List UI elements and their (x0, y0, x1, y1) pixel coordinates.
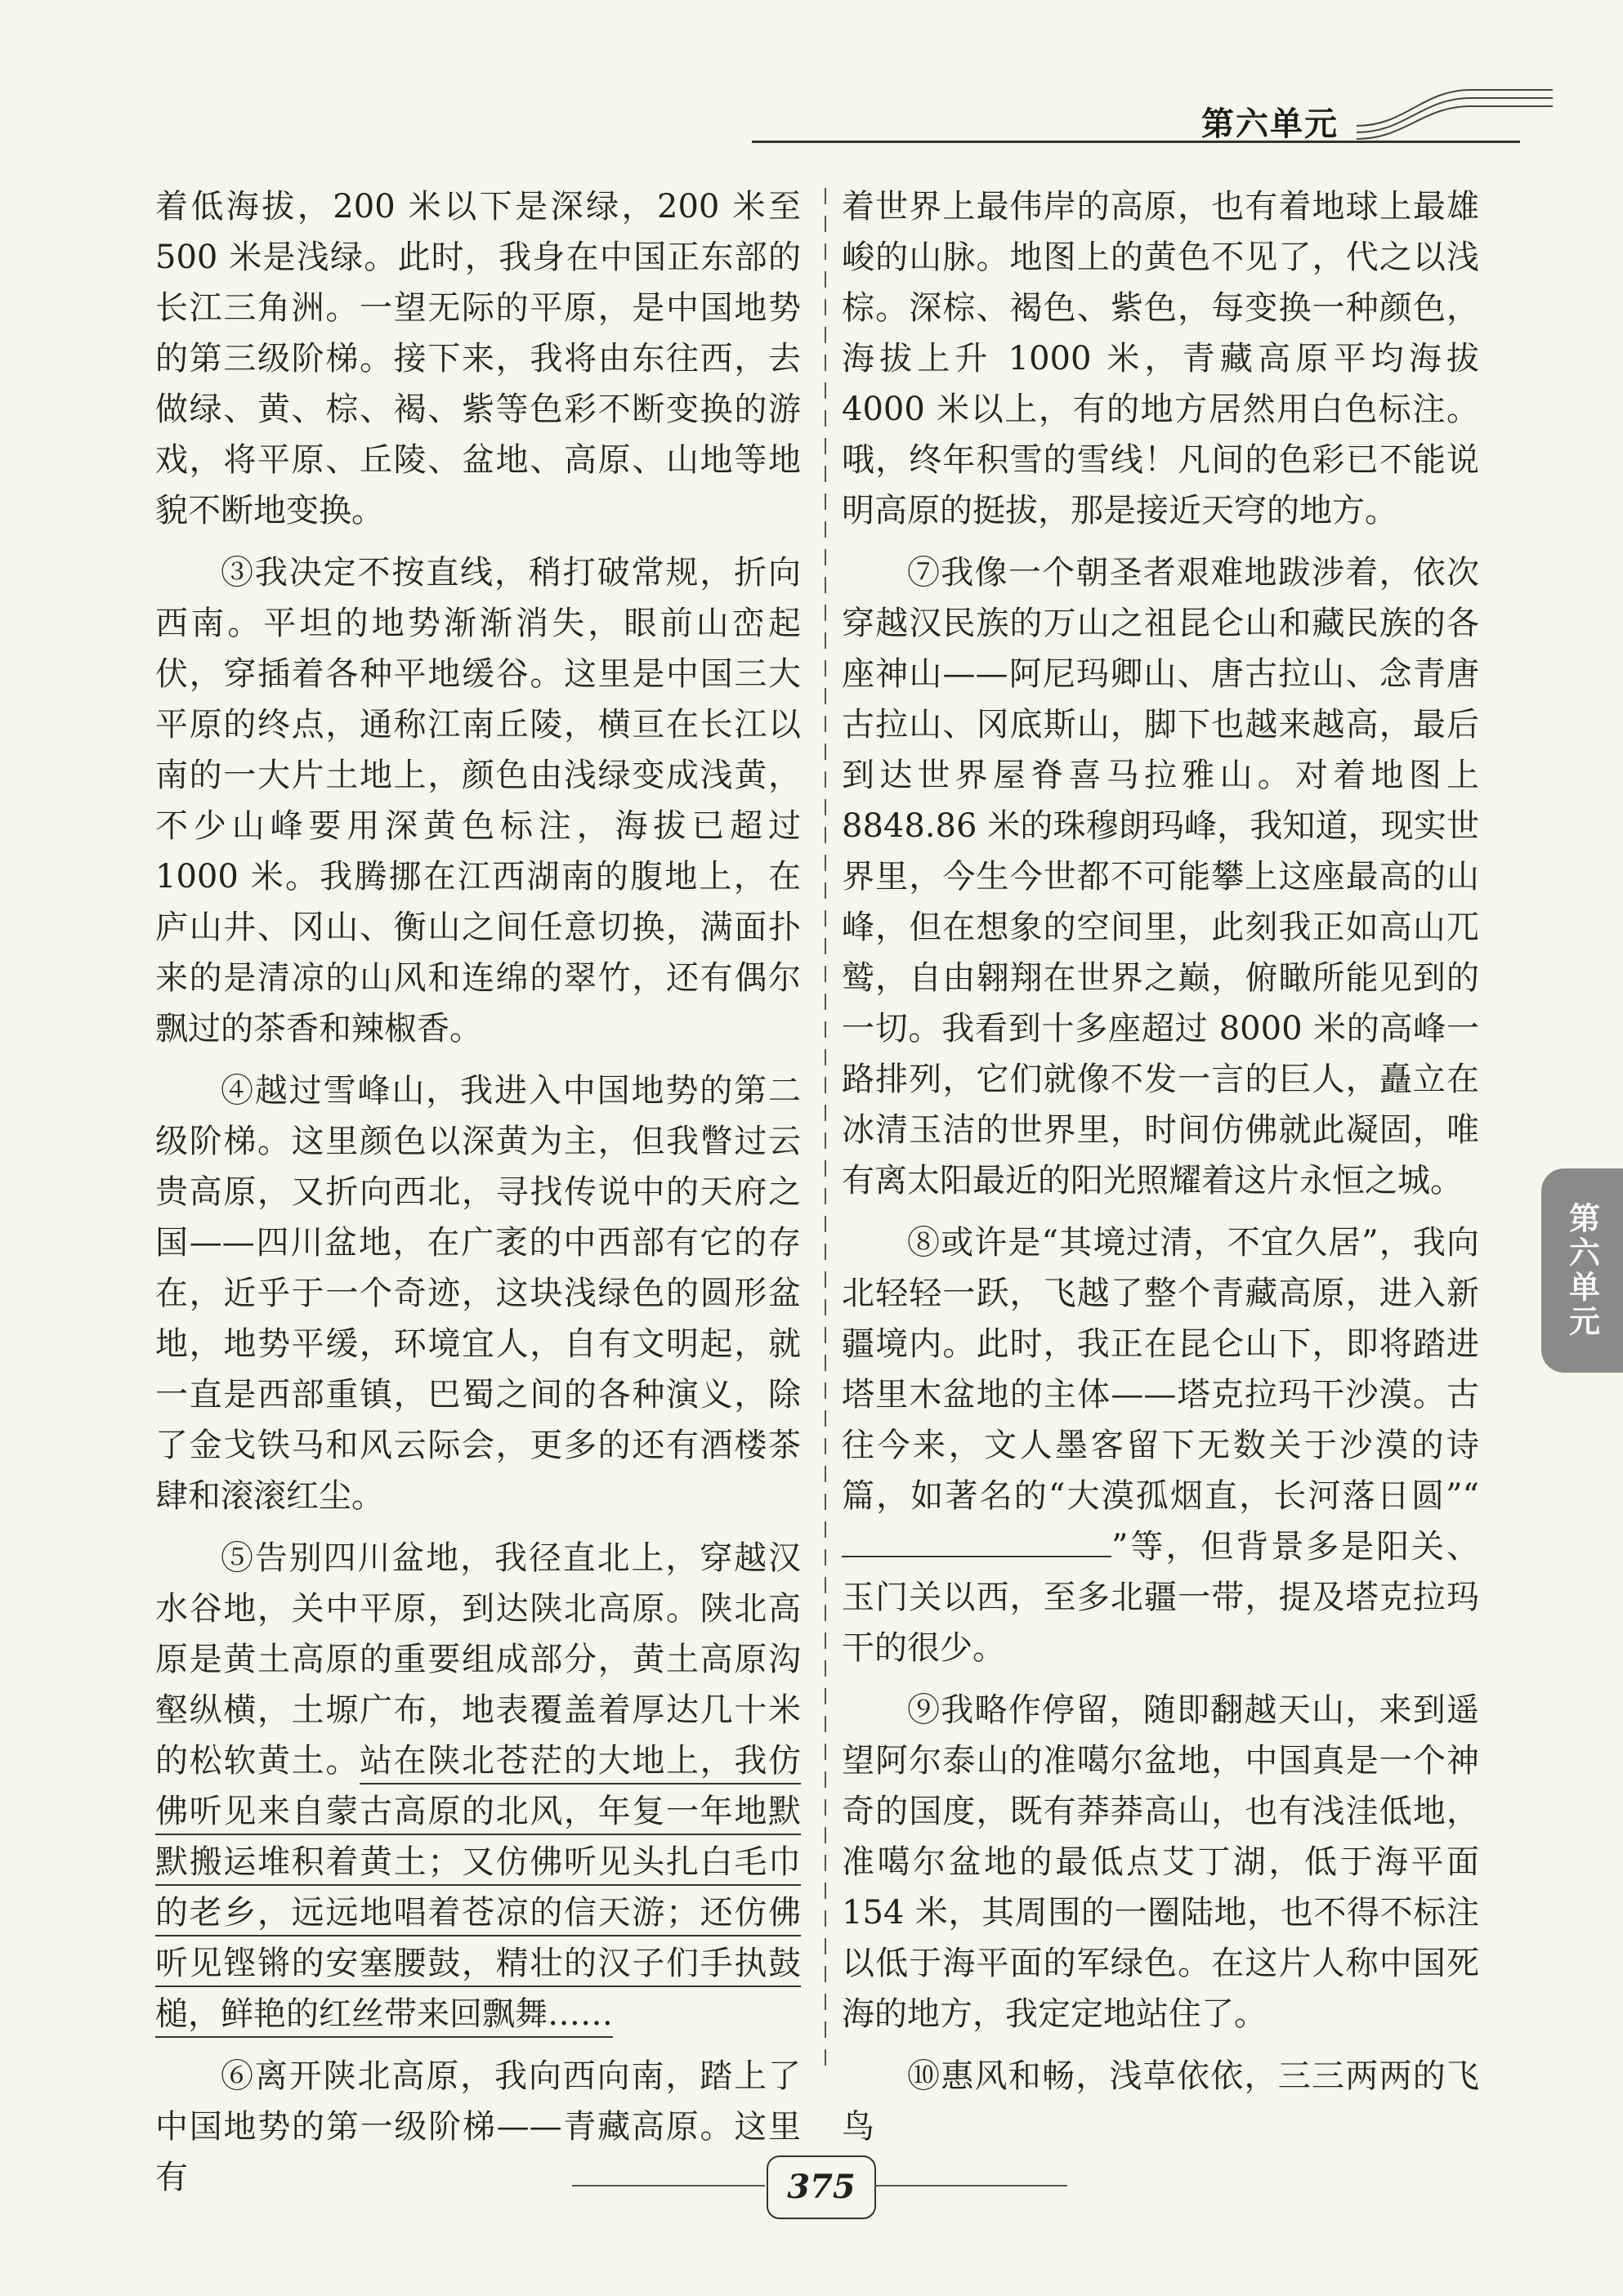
page-number-line-right (874, 2185, 1067, 2187)
unit-title: 第六单元 (1201, 105, 1339, 143)
fill-in-blank[interactable] (842, 1528, 989, 1557)
paragraph-7: ⑦我像一个朝圣者艰难地跋涉着，依次穿越汉民族的万山之祖昆仑山和藏民族的各座神山——阿尼玛卿山、唐古拉山、念青唐古拉山、冈底斯山，脚下也越来越高，最后到达世界屋脊喜马拉雅山。对着地图上 8848.86 米的珠穆朗玛峰，我知道，现实世界里，今生今世都不可能攀上这座最高的山峰，但在想象的空间里，此刻我正如高山兀鹫，自由翱翔在世界之巅，俯瞰所能见到的一切。我看到十多座超过 8000 米的高峰一路排列，它们就像不发一言的巨人，矗立在冰清玉洁的世界里，时间仿佛就此凝固，唯有离太阳最近的阳光照耀着这片永恒之城。 (842, 554, 1479, 1199)
paragraph-5-text: ⑤告别四川盆地，我径直北上，穿越汉水谷地，关中平原，到达陕北高原。陕北高原是黄土高原的重要组成部分，黄土高原沟壑纵横，土塬广布，地表覆盖着厚达几十米的松软黄土。 (155, 1539, 801, 1780)
paragraph: 着世界上最伟岸的高原，也有着地球上最雄峻的山脉。地图上的黄色不见了，代之以浅棕。深棕、褐色、紫色，每变换一种颜色，海拔上升 1000 米，青藏高原平均海拔 4000 米以上，有的地方居然用白色标注。哦，终年积雪的雪线！凡间的色彩已不能说明高原的挺拔，那是接近天穹的地方。 (842, 188, 1479, 529)
column-divider (817, 188, 834, 2067)
fill-in-blank-continued[interactable] (989, 1528, 1111, 1557)
underlined-passage: 站在陕北苍茫的大地上，我仿佛听见来自蒙古高原的北风，年复一年地默默搬运堆积着黄土；又仿佛听见头扎白毛巾的老乡，远远地唱着苍凉的信天游；还仿佛听见铿锵的安塞腰鼓，精壮的汉子们手执鼓槌，鲜艳的红丝带来回飘舞…… (155, 1742, 801, 2038)
paragraph: 着低海拔，200 米以下是深绿，200 米至 500 米是浅绿。此时，我身在中国正东部的长江三角洲。一望无际的平原，是中国地势的第三级阶梯。接下来，我将由东往西，去做绿、黄、棕、褐、紫等色彩不断变换的游戏，将平原、丘陵、盆地、高原、山地等地貌不断地变换。 (155, 188, 801, 529)
left-column (155, 181, 801, 2203)
paragraph-9: ⑨我略作停留，随即翻越天山，来到遥望阿尔泰山的准噶尔盆地，中国真是一个神奇的国度，既有莽莽高山，也有浅洼低地，准噶尔盆地的最低点艾丁湖，低于海平面 154 米，其周围的一圈陆地，也不得不标注以低于海平面的军绿色。在这片人称中国死海的地方，我定定地站住了。 (842, 1691, 1479, 2033)
paragraph-6: ⑥离开陕北高原，我向西向南，踏上了中国地势的第一级阶梯——青藏高原。这里有 (155, 2057, 801, 2196)
right-column (842, 181, 1479, 2152)
unit-side-tab: 第六单元 (1541, 1168, 1623, 1373)
paragraph-8 (842, 1217, 1479, 1673)
page-number: 375 (767, 2155, 876, 2219)
paragraph-8-text-b: ”等，但背景多是阳关、玉门关以西，至多北疆一带，提及塔克拉玛干的很少。 (842, 1528, 1479, 1667)
paragraph-10: ⑩惠风和畅，浅草依依，三三两两的飞鸟 (842, 2057, 1479, 2146)
paragraph-3: ③我决定不按直线，稍打破常规，折向西南。平坦的地势渐渐消失，眼前山峦起伏，穿插着各种平地缓谷。这里是中国三大平原的终点，通称江南丘陵，横亘在长江以南的一大片土地上，颜色由浅绿变成浅黄，不少山峰要用深黄色标注，海拔已超过 1000 米。我腾挪在江西湖南的腹地上，在庐山井、冈山、衡山之间任意切换，满面扑来的是清凉的山风和连绵的翠竹，还有偶尔飘过的茶香和辣椒香。 (155, 554, 801, 1047)
paragraph-4: ④越过雪峰山，我进入中国地势的第二级阶梯。这里颜色以深黄为主，但我瞥过云贵高原，又折向西北，寻找传说中的天府之国——四川盆地，在广袤的中西部有它的存在，近乎于一个奇迹，这块浅绿色的圆形盆地，地势平缓，环境宜人，自有文明起，就一直是西部重镇，巴蜀之间的各种演义，除了金戈铁马和风云际会，更多的还有酒楼茶肆和滚滚红尘。 (155, 1072, 801, 1515)
paragraph-8-text-a: ⑧或许是“其境过清，不宜久居”，我向北轻轻一跃，飞越了整个青藏高原，进入新疆境内。此时，我正在昆仑山下，即将踏进塔里木盆地的主体——塔克拉玛干沙漠。古往今来，文人墨客留下无数关于沙漠的诗篇，如著名的“大漠孤烟直，长河落日圆”“ (842, 1224, 1479, 1515)
page-number-line-left (572, 2185, 765, 2187)
paragraph-5 (155, 1533, 801, 2039)
header-decoration-lines (1357, 82, 1553, 147)
